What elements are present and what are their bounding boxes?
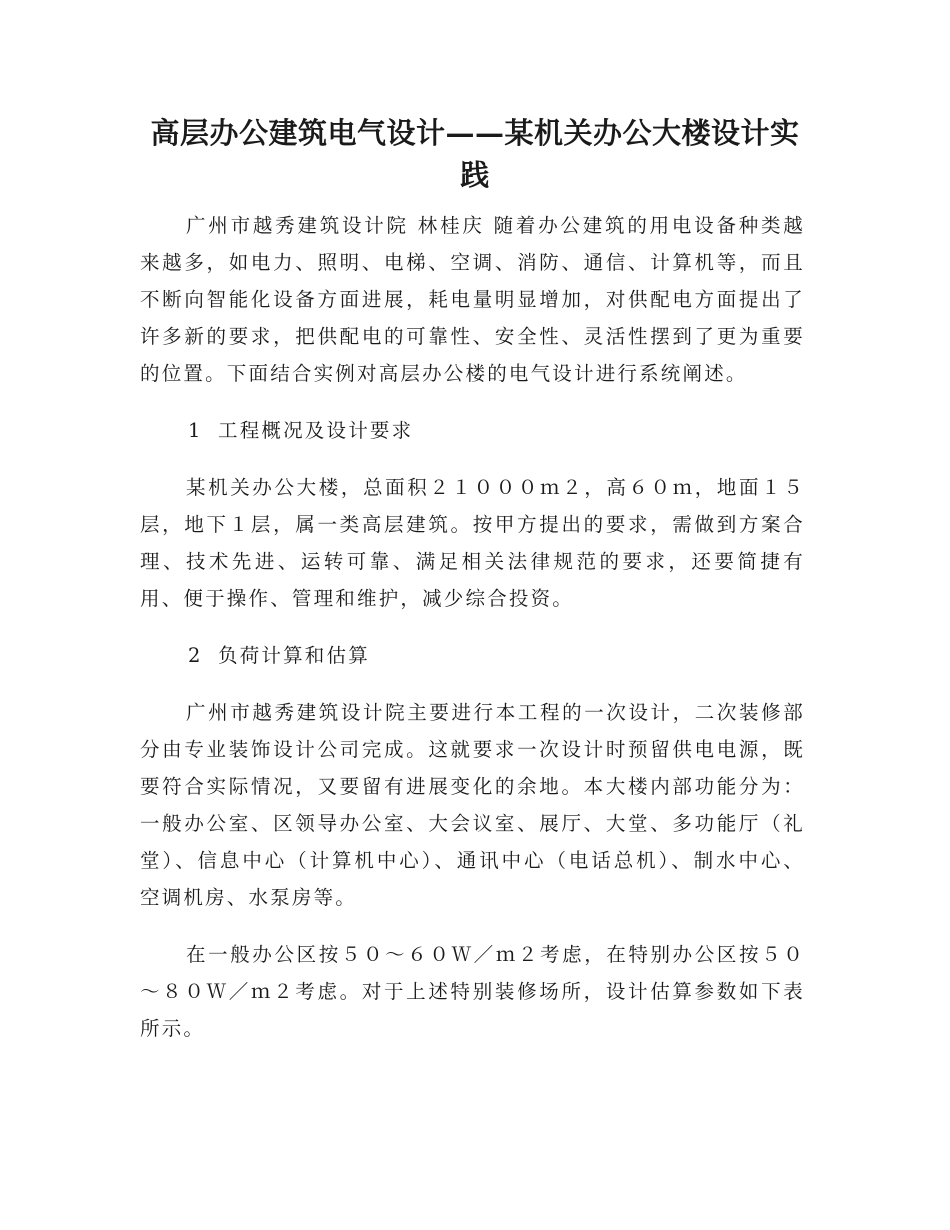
paragraph-load-params: 在一般办公区按５０～６０Ｗ／ｍ２考虑，在特别办公区按５０～８０Ｗ／ｍ２考虑。对于上述特别装修场所，设计估算参数如下表所示。 — [140, 943, 805, 1040]
section-heading-1 — [140, 412, 805, 449]
document-title: 高层办公建筑电气设计——某机关办公大楼设计实践 — [150, 116, 800, 192]
document-body — [140, 207, 805, 1047]
section-number: 1 — [188, 419, 203, 442]
section-heading-2 — [140, 637, 805, 674]
paragraph-load-intro: 广州市越秀建筑设计院主要进行本工程的一次设计，二次装修部分由专业装饰设计公司完成。这就要求一次设计时预留供电电源，既要符合实际情况，又要留有进展变化的余地。本大楼内部功能分为：一般办公室、区领导办公室、大会议室、展厅、大堂、多功能厅（礼堂）、信息中心（计算机中心）、通讯中心（电话总机）、制水中心、空调机房、水泵房等。 — [140, 701, 805, 909]
section-title: 工程概况及设计要求 — [218, 419, 414, 442]
paragraph-intro: 广州市越秀建筑设计院 林桂庆 随着办公建筑的用电设备种类越来越多，如电力、照明、电梯、空调、消防、通信、计算机等，而且不断向智能化设备方面进展，耗电量明显增加，对供配电方面提出了许多新的要求，把供配电的可靠性、安全性、灵活性摆到了更为重要的位置。下面结合实例对高层办公楼的电气设计进行系统阐述。 — [140, 214, 805, 385]
paragraph-overview: 某机关办公大楼，总面积２１０００ｍ２，高６０ｍ，地面１５层，地下１层，属一类高层建筑。按甲方提出的要求，需做到方案合理、技术先进、运转可靠、满足相关法律规范的要求，还要简捷有用、便于操作、管理和维护，减少综合投资。 — [140, 476, 805, 610]
section-number: 2 — [188, 644, 203, 667]
section-title: 负荷计算和估算 — [218, 644, 370, 667]
